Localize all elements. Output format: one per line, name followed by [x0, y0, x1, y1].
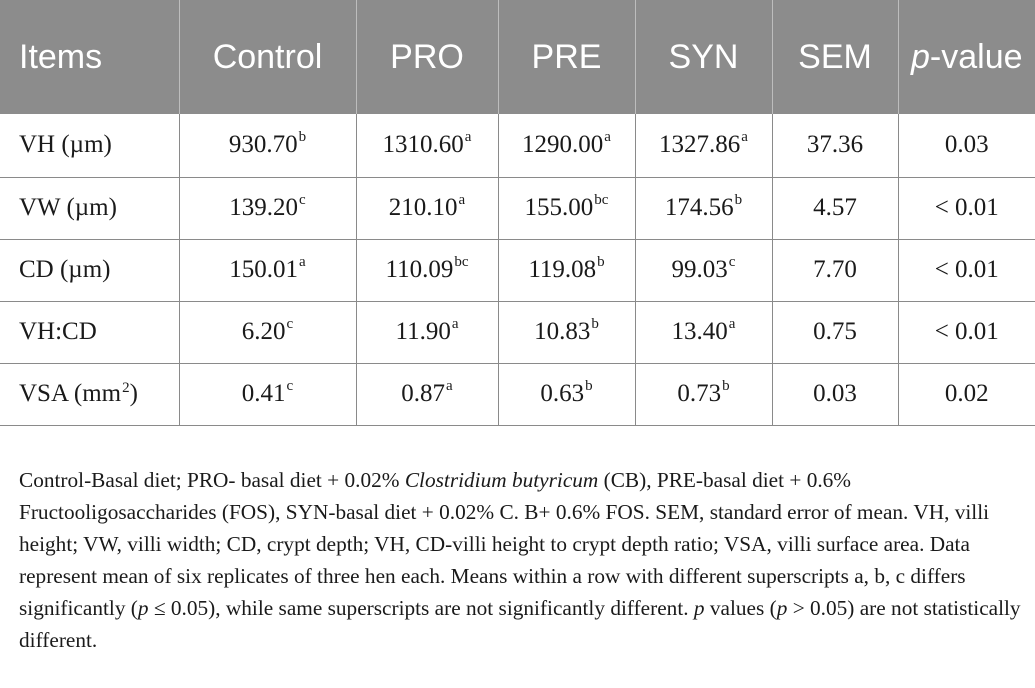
cell-control — [179, 239, 356, 301]
header-p-value — [898, 0, 1035, 114]
cell-superscript: a — [464, 129, 472, 146]
cell-superscript: b — [734, 192, 743, 208]
cell-value: 1310.60 — [382, 131, 464, 159]
cell-value: 1327.86 — [659, 131, 741, 159]
cell-value: 0.63 — [540, 380, 585, 407]
cell-value: 174.56 — [664, 194, 734, 221]
table-row — [0, 177, 1035, 239]
cell-pro — [356, 239, 498, 301]
cell-superscript: a — [299, 254, 306, 270]
cell-control — [179, 301, 356, 363]
table-footnote — [19, 464, 1029, 656]
cell-item: VW (µm) — [0, 177, 179, 239]
cell-value: 99.03 — [671, 256, 728, 283]
table-row — [0, 114, 1035, 177]
header-control: Control — [179, 0, 356, 114]
cell-pro — [356, 177, 498, 239]
cell-superscript: c — [728, 254, 736, 270]
cell-superscript: a — [451, 316, 459, 332]
cell-superscript: bc — [454, 254, 469, 270]
cell-control — [179, 177, 356, 239]
footnote-species-italic: Clostridium butyricum — [404, 468, 599, 492]
cell-superscript: a — [458, 192, 466, 208]
footnote-text: ≤ 0.05), while same superscripts are not significantly different. — [148, 596, 694, 620]
cell-superscript: b — [722, 378, 730, 394]
table-row — [0, 239, 1035, 301]
cell-value: 110.09 — [385, 256, 454, 283]
cell-p-value: < 0.01 — [898, 239, 1035, 301]
cell-value: 6.20 — [241, 318, 286, 345]
cell-superscript: a — [728, 316, 736, 332]
footnote-p-italic: p — [693, 596, 705, 620]
footnote-text: (CB), PRE-basal diet + 0.6% Fructooligosaccharides (FOS), SYN-basal diet + 0.02% C. B+ 0.6% FOS. SEM, standard error of mean. VH, villi height; VW, villi width; CD, crypt depth; VH, CD-villi height to crypt depth ratio; VSA, villi surface area. Data represent mean of six replicates of three hen each. Means within a row with different superscripts a, b, c differs significantly ( — [19, 468, 990, 620]
cell-superscript: b — [591, 316, 599, 332]
cell-superscript: c — [299, 192, 306, 208]
cell-sem: 37.36 — [772, 114, 898, 177]
cell-value: 11.90 — [395, 318, 451, 345]
cell-sem: 0.03 — [772, 363, 898, 425]
cell-sem: 7.70 — [772, 239, 898, 301]
header-row — [0, 0, 1035, 114]
header-p-italic: p — [910, 38, 930, 76]
cell-item: VH (µm) — [0, 114, 179, 177]
table-row — [0, 363, 1035, 425]
cell-superscript: bc — [594, 192, 609, 208]
cell-syn — [635, 239, 772, 301]
cell-value: 13.40 — [671, 318, 728, 345]
cell-superscript: a — [741, 129, 748, 146]
footnote-p-italic: p — [776, 596, 788, 620]
cell-pre — [498, 363, 635, 425]
cell-superscript: a — [604, 129, 611, 146]
cell-control — [179, 114, 356, 177]
cell-pre — [498, 114, 635, 177]
cell-superscript: c — [286, 316, 294, 332]
cell-value: 930.70 — [228, 131, 298, 159]
cell-superscript: b — [585, 378, 593, 394]
cell-superscript: c — [286, 378, 294, 394]
cell-sem: 4.57 — [772, 177, 898, 239]
cell-pro — [356, 363, 498, 425]
header-pre: PRE — [498, 0, 635, 114]
cell-superscript: b — [597, 254, 605, 270]
cell-value: 119.08 — [528, 256, 597, 283]
cell-pro — [356, 301, 498, 363]
header-sem: SEM — [772, 0, 898, 114]
footnote-text: values ( — [704, 596, 777, 620]
cell-value: 0.41 — [241, 380, 286, 407]
cell-p-value: 0.03 — [898, 114, 1035, 177]
cell-pre — [498, 177, 635, 239]
cell-sem: 0.75 — [772, 301, 898, 363]
cell-value: 155.00 — [524, 194, 594, 221]
header-pro: PRO — [356, 0, 498, 114]
cell-value: 0.73 — [677, 380, 722, 407]
cell-superscript: a — [446, 378, 453, 394]
cell-item-suffix: ) — [129, 380, 138, 407]
cell-syn — [635, 363, 772, 425]
cell-item: VH:CD — [0, 301, 179, 363]
cell-item — [0, 363, 179, 425]
cell-item-superscript: 2 — [122, 380, 130, 396]
cell-pre — [498, 301, 635, 363]
header-items: Items — [0, 0, 179, 114]
cell-superscript: b — [298, 129, 307, 146]
cell-value: 150.01 — [229, 256, 299, 283]
footnote-text: Control-Basal diet; PRO- basal diet + 0.02% — [19, 468, 405, 492]
cell-value: 10.83 — [534, 318, 591, 345]
cell-value: 139.20 — [229, 194, 299, 221]
cell-syn — [635, 114, 772, 177]
cell-value: 0.87 — [401, 380, 446, 407]
cell-item-text: VSA (mm — [19, 380, 122, 407]
cell-value: 1290.00 — [522, 131, 604, 159]
header-p-rest: -value — [929, 38, 1023, 76]
cell-item: CD (µm) — [0, 239, 179, 301]
table-row — [0, 301, 1035, 363]
cell-syn — [635, 177, 772, 239]
cell-p-value: < 0.01 — [898, 177, 1035, 239]
cell-syn — [635, 301, 772, 363]
cell-p-value: < 0.01 — [898, 301, 1035, 363]
cell-pro — [356, 114, 498, 177]
cell-pre — [498, 239, 635, 301]
header-syn: SYN — [635, 0, 772, 114]
footnote-p-italic: p — [137, 596, 149, 620]
cell-control — [179, 363, 356, 425]
cell-value: 210.10 — [388, 194, 458, 221]
footnote-text: > 0.05) are not statistically different. — [19, 596, 1021, 652]
cell-p-value: 0.02 — [898, 363, 1035, 425]
